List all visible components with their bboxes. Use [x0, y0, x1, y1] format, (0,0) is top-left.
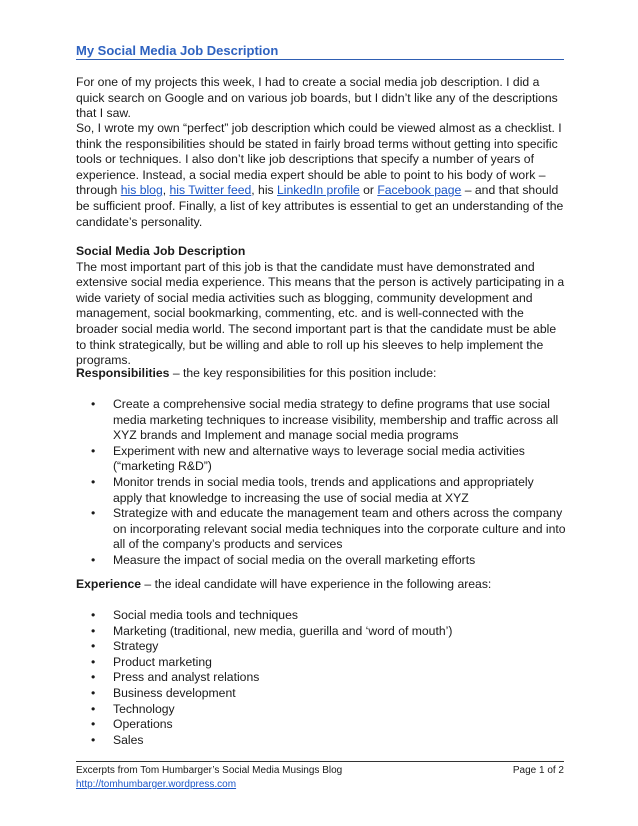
list-item: • Monitor trends in social media tools, trends and applications and appropriately apply that knowledge to increasing the use of social media at XYZ	[76, 475, 566, 506]
approach-paragraph	[76, 121, 566, 230]
list-item: • Press and analyst relations	[76, 670, 566, 686]
list-item: • Business development	[76, 686, 566, 702]
twitter-link[interactable]: his Twitter feed	[169, 183, 252, 198]
list-item: • Strategize with and educate the management team and others across the company on incorporating relevant social media techniques into the corporate culture and into all of the company’s products and services	[76, 506, 566, 553]
footer-url-link[interactable]: http://tomhumbarger.wordpress.com	[76, 779, 237, 790]
responsibilities-intro	[76, 366, 566, 382]
list-item: • Social media tools and techniques	[76, 608, 566, 624]
approach-text-1: So, I wrote my own “perfect” job description which could be viewed almost as a checklist. I think the responsibilities should be stated in fairly broad terms without getting into specific tools or techniques. I also don’t like job descriptions that specify a number of years of experience. Instead, a social media expert should be able to point to his body of work – through	[76, 121, 562, 198]
job-description-section	[76, 244, 566, 369]
approach-sep-3: or	[359, 183, 378, 198]
experience-intro-text: – the ideal candidate will have experience in the following areas:	[141, 577, 492, 591]
linkedin-link[interactable]: LinkedIn profile	[277, 183, 360, 198]
list-item: • Operations	[76, 717, 566, 733]
blog-link[interactable]: his blog	[120, 183, 163, 198]
section-heading: Social Media Job Description	[76, 244, 246, 258]
responsibilities-intro-text: – the key responsibilities for this position include:	[169, 366, 437, 380]
list-item: • Strategy	[76, 639, 566, 655]
intro-paragraph: For one of my projects this week, I had to create a social media job description. I did a quick search on Google and on various job boards, but I didn’t like any of the descriptions that I saw.	[76, 75, 558, 121]
facebook-link[interactable]: Facebook page	[377, 183, 462, 198]
page-title: My Social Media Job Description	[76, 43, 279, 58]
responsibilities-list	[76, 397, 566, 569]
list-item: • Create a comprehensive social media strategy to define programs that use social media marketing techniques to increase visibility, membership and traffic across all XYZ brands and Implement and manage social media programs	[76, 397, 566, 444]
experience-list	[76, 608, 566, 748]
page-number: Page 1 of 2	[512, 765, 564, 776]
section-body: The most important part of this job is that the candidate must have demonstrated and extensive social media experience. This means that the person is actively participating in a wide variety of social media activities such as blogging, community development and management, social bookmarking, commenting, etc. and is well-connected with the broader social media world. The second important part is that the candidate must be able to think strategically, but be willing and able to roll up his sleeves to help implement the programs.	[76, 259, 565, 368]
list-item: • Product marketing	[76, 655, 566, 671]
experience-intro	[76, 577, 566, 593]
list-item: • Sales	[76, 733, 566, 749]
list-item: • Experiment with new and alternative ways to leverage social media activities (“marketing R&D”)	[76, 444, 566, 475]
approach-sep-1: ,	[162, 183, 170, 198]
footer-source: Excerpts from Tom Humbarger’s Social Media Musings Blog	[76, 765, 343, 776]
title-underline	[76, 43, 564, 60]
approach-text-2: – and that should be sufficient proof. Finally, a list of key attributes is essential to get an understanding of the candidate’s personality.	[76, 183, 564, 229]
approach-sep-2: , his	[251, 183, 278, 198]
list-item: • Technology	[76, 702, 566, 718]
experience-label: Experience	[76, 577, 142, 591]
responsibilities-label: Responsibilities	[76, 366, 170, 380]
list-item: • Measure the impact of social media on the overall marketing efforts	[76, 553, 566, 569]
page-footer	[76, 761, 564, 792]
list-item: • Marketing (traditional, new media, guerilla and ‘word of mouth’)	[76, 624, 566, 640]
